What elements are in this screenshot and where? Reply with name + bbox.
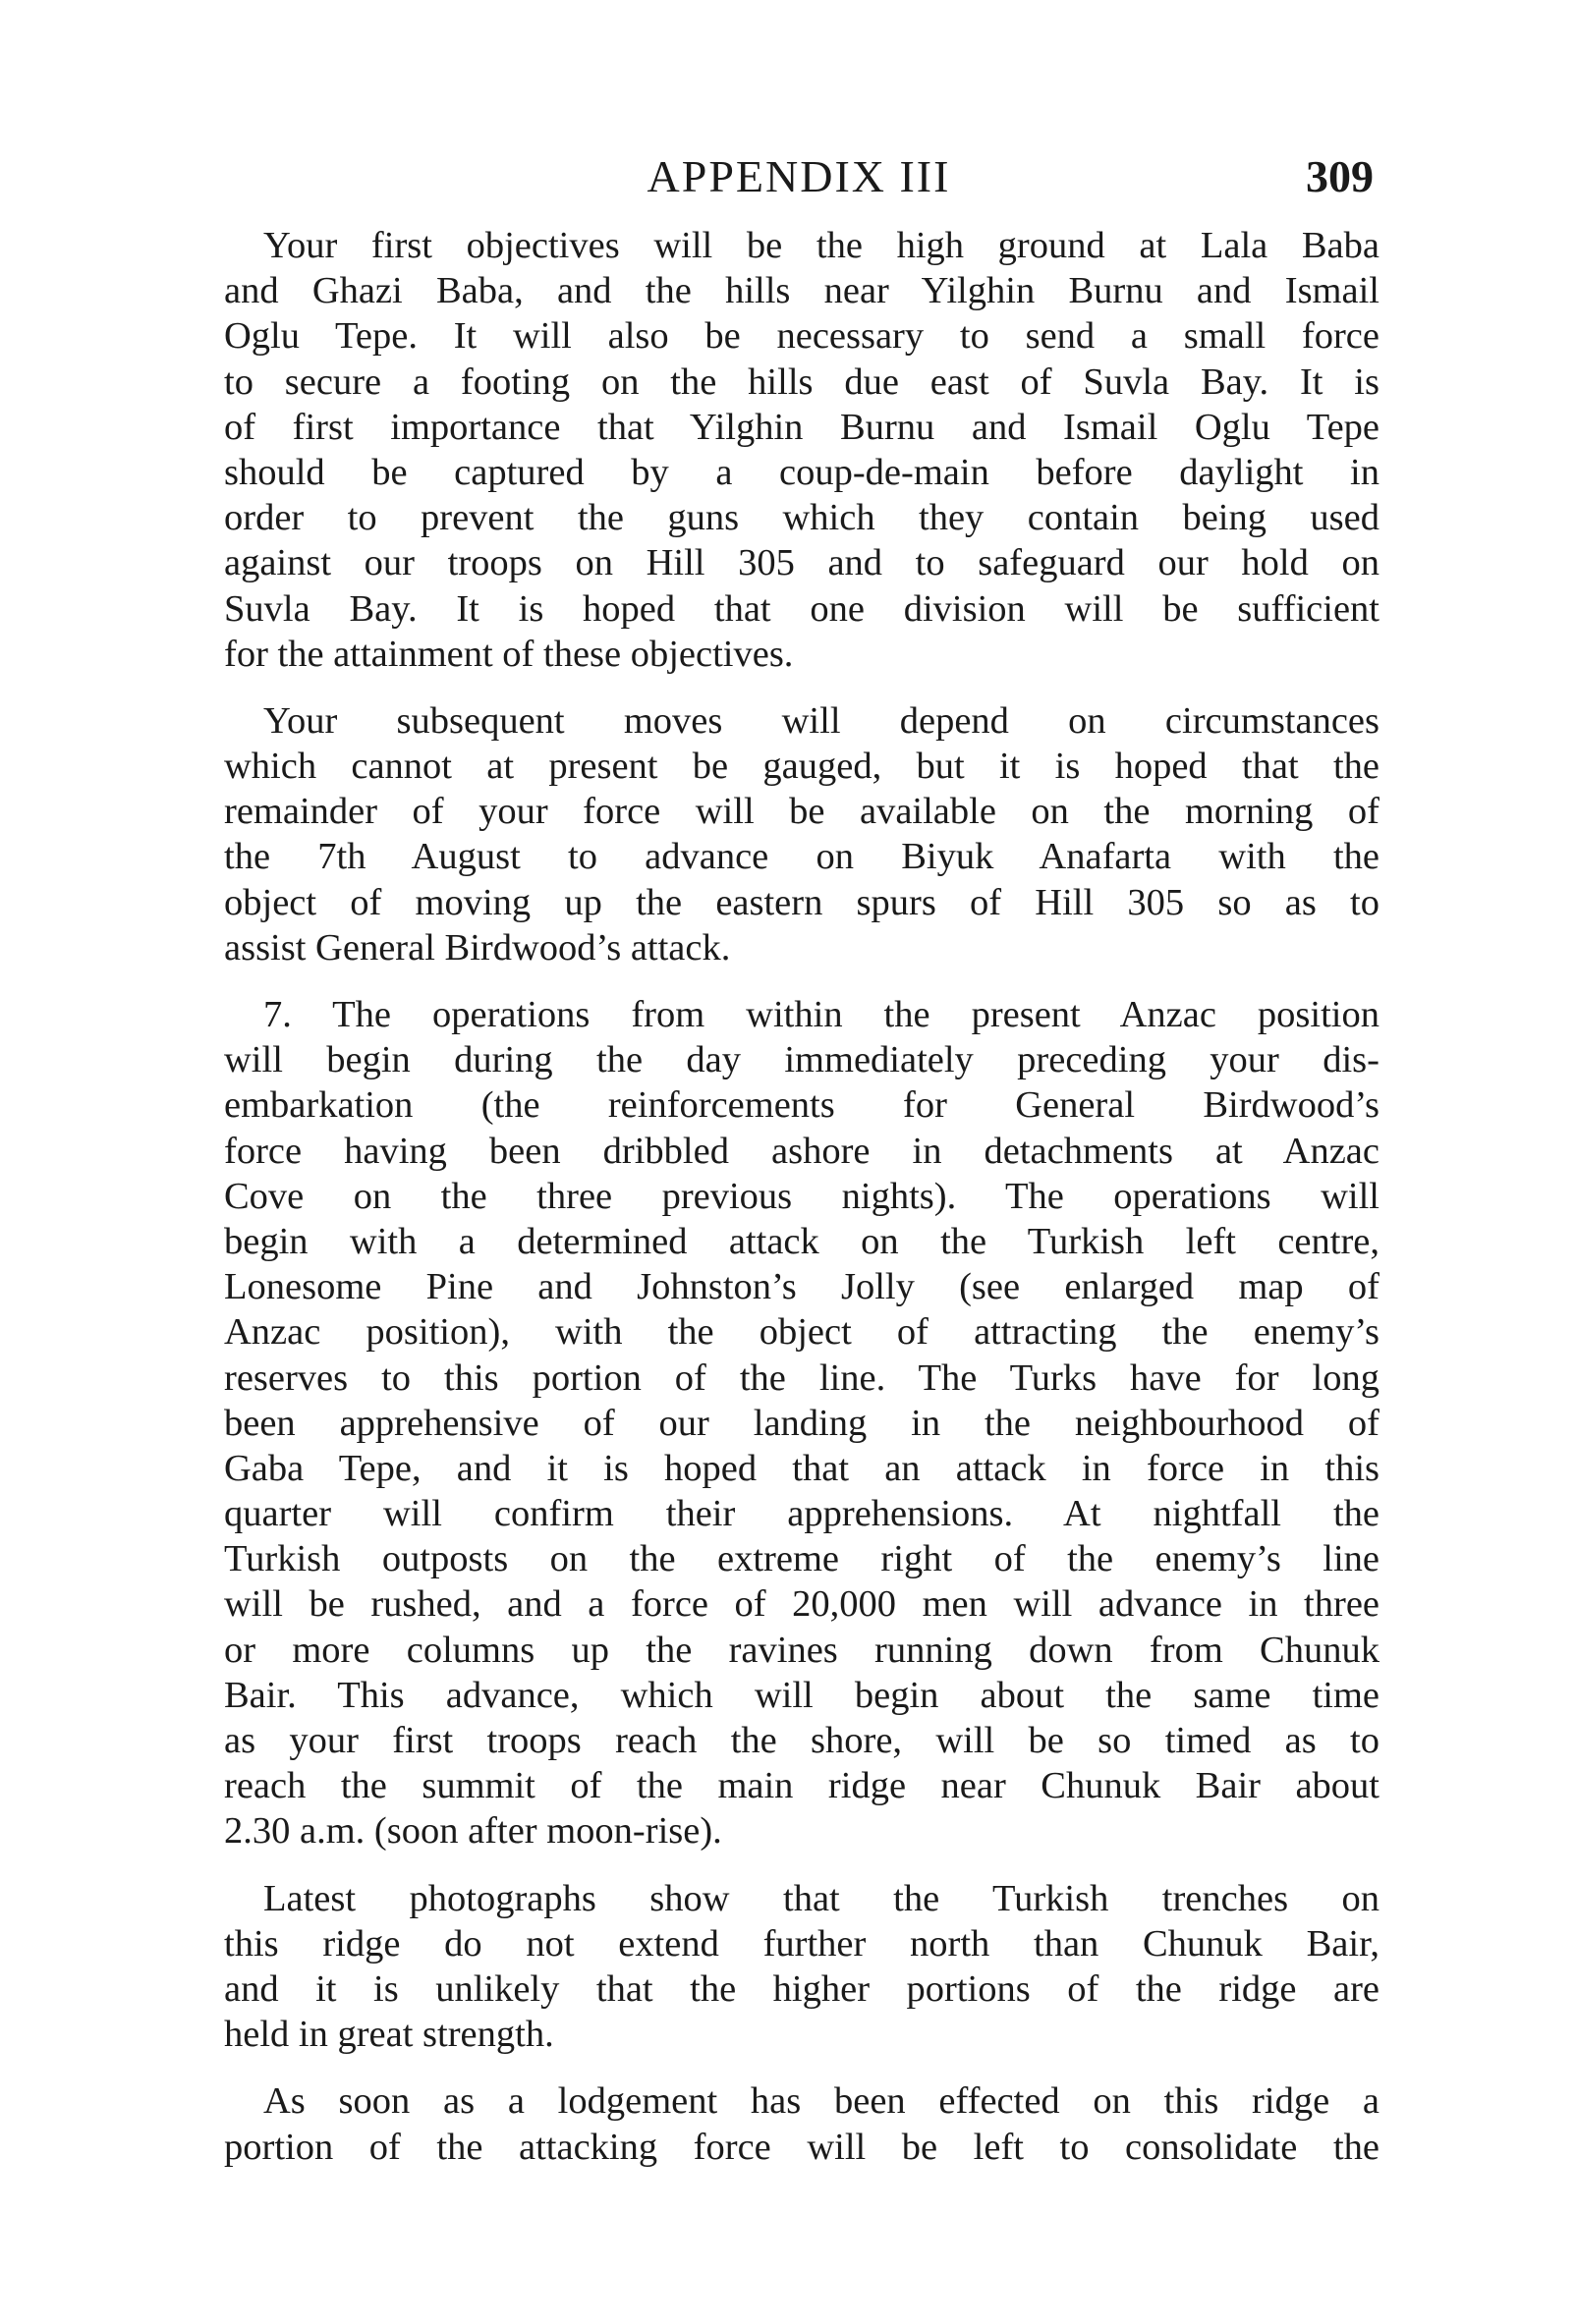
text-line: Bair. This advance, which will begin about the same time <box>224 1674 1379 1716</box>
running-header <box>224 147 1374 216</box>
text-line: Anzac position), with the object of attracting the enemy’s <box>224 1311 1379 1354</box>
text-line: 7. The operations from within the present Anzac position <box>263 994 1379 1035</box>
text-line: the 7th August to advance on Biyuk Anafarta with the <box>224 836 1379 878</box>
text-line: Latest photographs show that the Turkish trenches on <box>263 1877 1379 1919</box>
text-line: assist General Birdwood’s attack. <box>224 926 731 968</box>
text-line: of first importance that Yilghin Burnu and Ismail Oglu Tepe <box>224 406 1379 448</box>
paragraph <box>224 1876 1379 2058</box>
text-line: Your first objectives will be the high ground at Lala Baba <box>263 225 1379 266</box>
text-line: and it is unlikely that the higher portions of the ridge are <box>224 1967 1379 2010</box>
text-line: for the attainment of these objectives. <box>224 633 794 675</box>
text-line: remainder of your force will be available on the morning of <box>224 791 1379 833</box>
text-line: Your subsequent moves will depend on circumstances <box>263 699 1379 742</box>
text-line: As soon as a lodgement has been effected on this ridge a <box>263 2080 1379 2123</box>
text-line: embarkation (the reinforcements for General Birdwood’s <box>224 1084 1379 1127</box>
text-line: should be captured by a coup-de-main before daylight in <box>224 451 1379 493</box>
text-line: Lonesome Pine and Johnston’s Jolly (see enlarged map of <box>224 1266 1379 1308</box>
text-line: Cove on the three previous nights). The operations will <box>224 1175 1379 1217</box>
text-line: portion of the attacking force will be left to consolidate the <box>224 2126 1379 2168</box>
text-line: 2.30 a.m. (soon after moon-rise). <box>224 1810 722 1853</box>
text-line: reach the summit of the main ridge near Chunuk Bair about <box>224 1765 1379 1807</box>
text-line: will be rushed, and a force of 20,000 men will advance in three <box>224 1583 1379 1626</box>
text-line: Turkish outposts on the extreme right of the enemy’s line <box>224 1538 1379 1580</box>
text-line: Suvla Bay. It is hoped that one division will be sufficient <box>224 587 1379 630</box>
text-line: reserves to this portion of the line. The Turks have for long <box>224 1356 1379 1399</box>
text-line: or more columns up the ravines running down from Chunuk <box>224 1629 1379 1671</box>
text-line: been apprehensive of our landing in the neighbourhood of <box>224 1402 1379 1444</box>
text-line: Oglu Tepe. It will also be necessary to send a small force <box>224 315 1379 358</box>
text-line: which cannot at present be gauged, but it is hoped that the <box>224 746 1379 788</box>
text-line: order to prevent the guns which they contain being used <box>224 497 1379 539</box>
header-title: APPENDIX III <box>647 151 951 201</box>
text-line: quarter will confirm their apprehensions. At nightfall the <box>224 1493 1379 1535</box>
text-line: held in great strength. <box>224 2014 554 2056</box>
page-number: 309 <box>1306 151 1374 201</box>
text-line: as your first troops reach the shore, will be so timed as to <box>224 1720 1379 1761</box>
text-line: Gaba Tepe, and it is hoped that an attack in force in this <box>224 1447 1379 1489</box>
text-line: and Ghazi Baba, and the hills near Yilghin Burnu and Ismail <box>224 270 1379 312</box>
text-line: to secure a footing on the hills due east of Suvla Bay. It is <box>224 360 1379 403</box>
text-line: this ridge do not extend further north than Chunuk Bair, <box>224 1922 1379 1964</box>
paragraph <box>224 223 1379 677</box>
text-line: object of moving up the eastern spurs of Hill 305 so as to <box>224 881 1379 923</box>
text-line: will begin during the day immediately preceding your dis- <box>224 1039 1379 1081</box>
paragraph <box>224 992 1379 1854</box>
paragraph <box>224 2078 1379 2169</box>
paragraph <box>224 698 1379 970</box>
body-text <box>224 223 1379 2191</box>
text-line: begin with a determined attack on the Turkish left centre, <box>224 1220 1379 1262</box>
text-line: force having been dribbled ashore in detachments at Anzac <box>224 1130 1379 1172</box>
text-line: against our troops on Hill 305 and to safeguard our hold on <box>224 542 1379 584</box>
